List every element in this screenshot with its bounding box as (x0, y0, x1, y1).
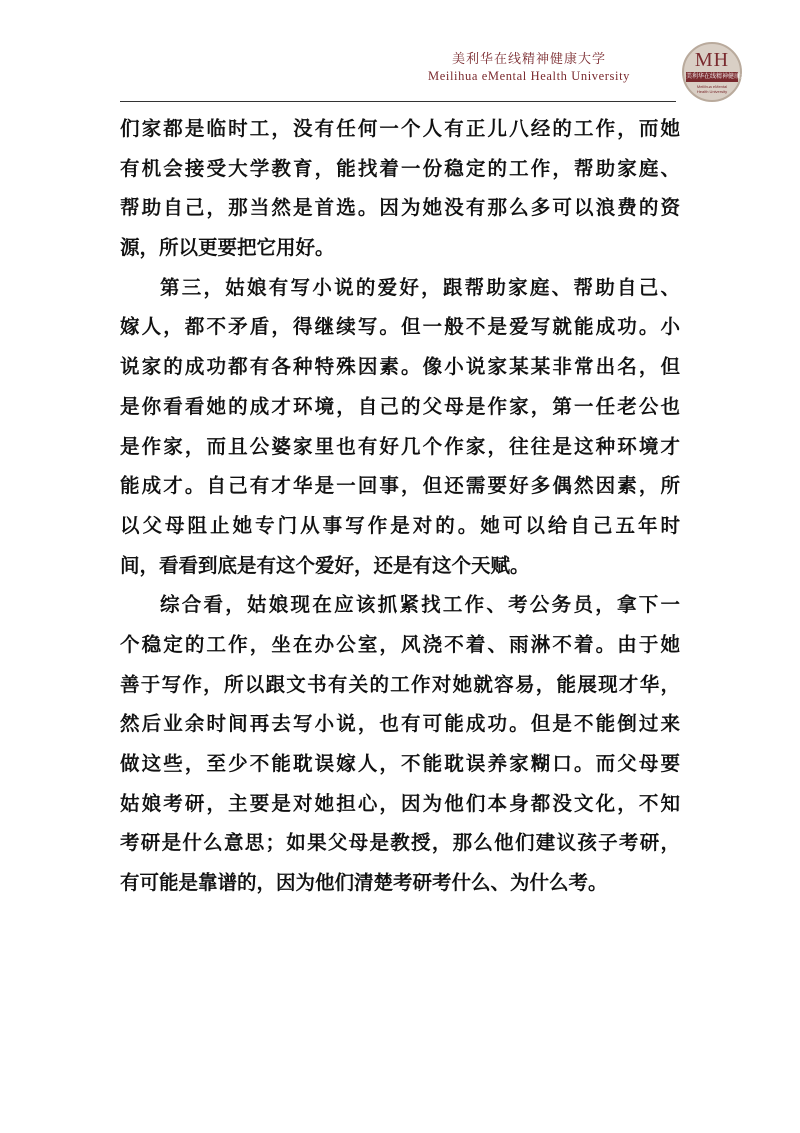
text-line: 源，所以更要把它用好。 (120, 236, 335, 260)
document-body (120, 109, 680, 903)
logo-band-text: 美利华在线精神健康大学 (686, 73, 753, 80)
text-line: 姑娘考研，主要是对她担心，因为他们本身都没文化，不知 (120, 791, 680, 815)
text-line: 是你看看她的成才环境，自己的父母是作家，第一任老公也 (120, 394, 680, 418)
text-line: 然后业余时间再去写小说，也有可能成功。但是不能倒过来 (120, 712, 680, 736)
text-line: 帮助自己，那当然是首选。因为她没有那么多可以浪费的资 (120, 196, 680, 220)
text-line: 考研是什么意思；如果父母是教授，那么他们建议孩子考研， (120, 831, 680, 855)
text-line: 间，看看到底是有这个爱好，还是有这个天赋。 (120, 553, 530, 577)
logo-subtitle-line-2: Health University (696, 89, 728, 94)
logo-subtitle-line-1: Meilihua eMental (696, 84, 728, 89)
text-line: 是作家，而且公婆家里也有好几个作家，往往是这种环境才 (120, 434, 680, 458)
logo-monogram: MH (694, 49, 730, 71)
text-line: 做这些，至少不能耽误嫁人，不能耽误养家糊口。而父母要 (120, 752, 680, 775)
text-line: 嫁人，都不矛盾，得继续写。但一般不是爱写就能成功。小 (120, 315, 680, 339)
text-line: 以父母阻止她专门从事写作是对的。她可以给自己五年时 (120, 513, 680, 537)
text-line: 们家都是临时工，没有任何一个人有正儿八经的工作，而她 (120, 117, 680, 140)
text-line: 有机会接受大学教育，能找着一份稳定的工作，帮助家庭、 (120, 156, 680, 180)
text-line: 说家的成功都有各种特殊因素。像小说家某某非常出名，但 (120, 355, 680, 379)
text-line: 善于写作，所以跟文书有关的工作对她就容易，能展现才华， (120, 672, 680, 696)
paragraph-start-line: 第三，姑娘有写小说的爱好，跟帮助家庭、帮助自己、 (160, 275, 680, 299)
university-logo (682, 42, 753, 102)
text-line: 有可能是靠谱的，因为他们清楚考研考什么、为什么考。 (120, 871, 608, 895)
text-line: 个稳定的工作，坐在办公室，风浇不着、雨淋不着。由于她 (120, 632, 680, 656)
logo-subtitle (684, 84, 740, 94)
header-title (428, 50, 630, 84)
text-line: 能成才。自己有才华是一回事，但还需要好多偶然因素，所 (120, 474, 680, 498)
university-name-english: Meilihua eMental Health University (428, 69, 630, 83)
university-name-chinese: 美利华在线精神健康大学 (452, 51, 607, 66)
paragraph-start-line: 综合看，姑娘现在应该抓紧找工作、考公务员，拿下一 (160, 593, 680, 617)
header-divider (120, 101, 676, 102)
